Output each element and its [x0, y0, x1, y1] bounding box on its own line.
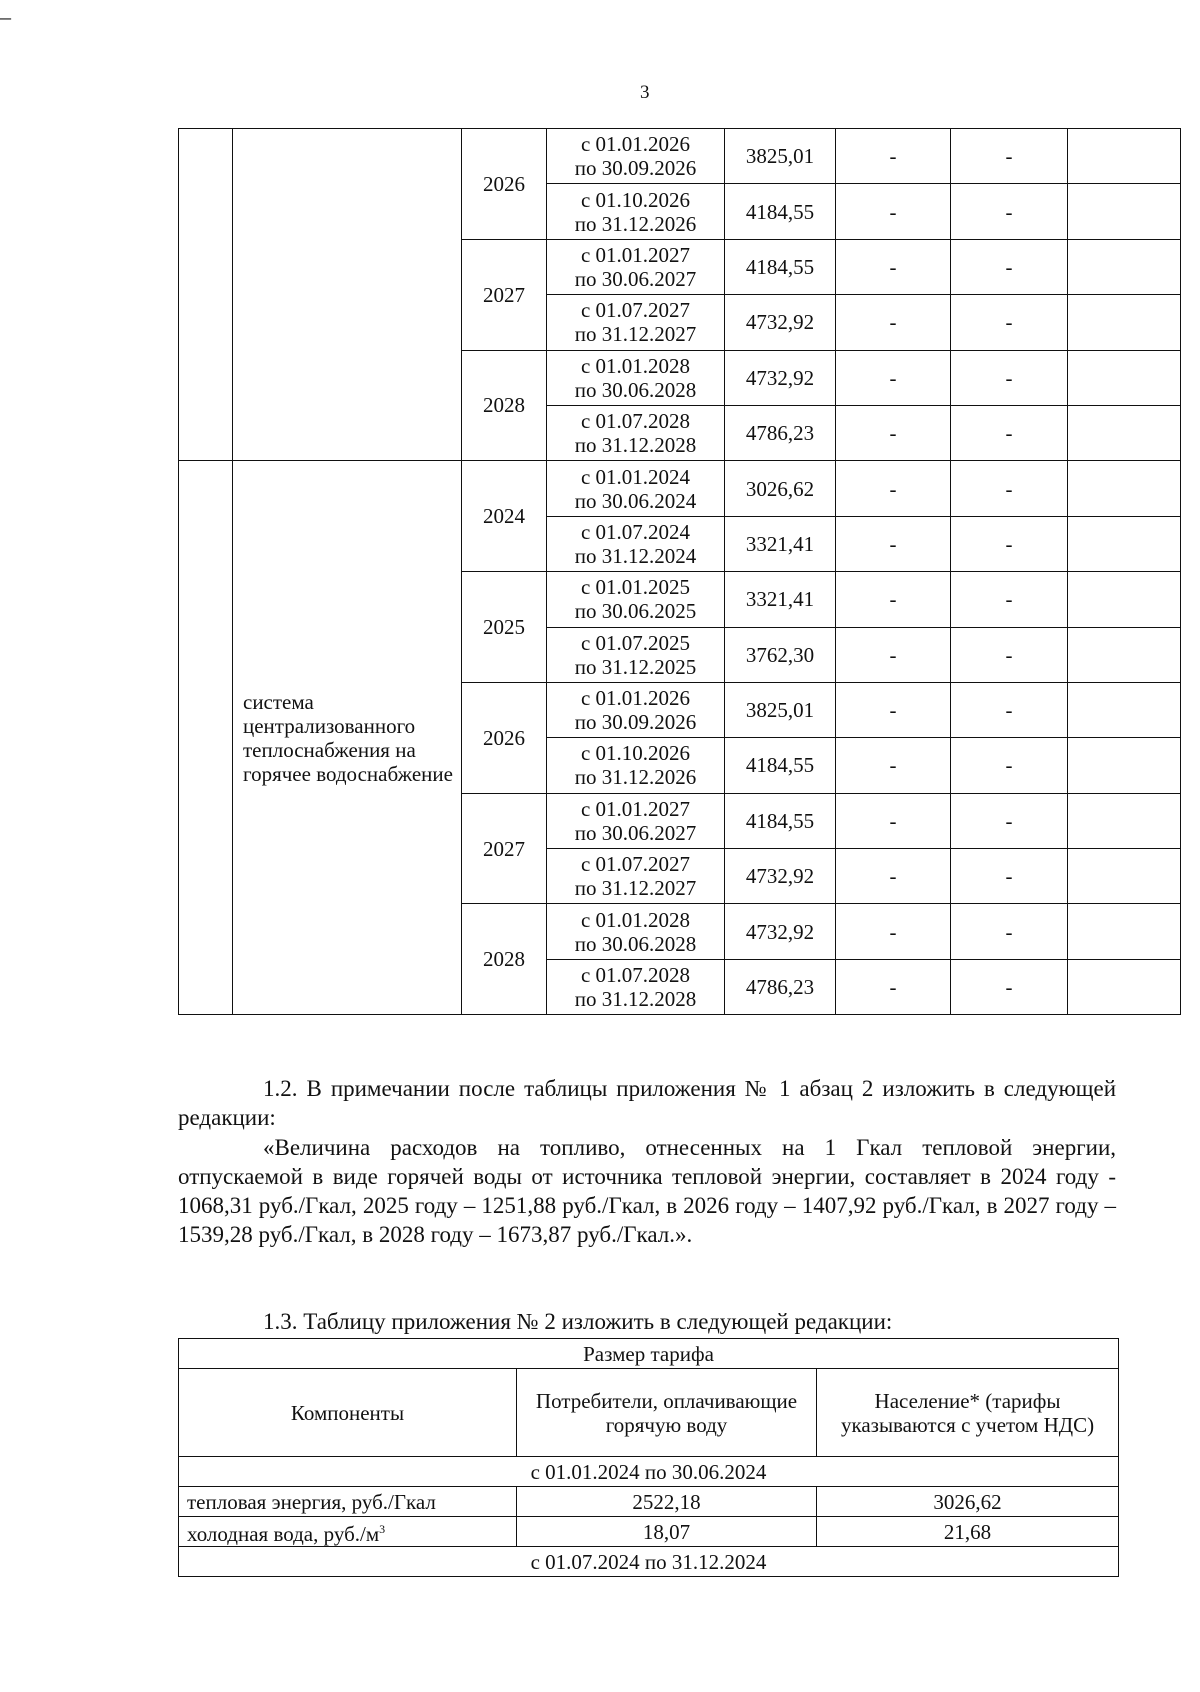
row-number-cell	[179, 461, 233, 1015]
dash-cell: -	[951, 350, 1068, 405]
tariff-value: 3825,01	[725, 129, 836, 184]
dash-cell: -	[951, 295, 1068, 350]
period-cell	[547, 738, 725, 793]
tariff-value: 4786,23	[725, 959, 836, 1014]
period-end: по 31.12.2024	[574, 543, 697, 568]
dash-cell: -	[951, 239, 1068, 294]
paragraph-1-2: 1.2. В примечании после таблицы приложения № 1 абзац 2 изложить в следующей редакции:	[178, 1076, 1116, 1130]
dash-cell: -	[836, 793, 951, 848]
period-cell	[547, 239, 725, 294]
tariff-value: 3762,30	[725, 627, 836, 682]
period-start: с 01.01.2025	[580, 575, 691, 600]
year-cell: 2026	[462, 129, 547, 240]
tariff-value: 3321,41	[725, 572, 836, 627]
tariff-value: 3321,41	[725, 516, 836, 571]
population-value: 21,68	[817, 1517, 1119, 1547]
empty-cell	[1068, 849, 1181, 904]
dash-cell: -	[951, 461, 1068, 516]
tariff-value: 3825,01	[725, 682, 836, 737]
period-end: по 31.12.2025	[574, 654, 697, 679]
corner-mark: –	[0, 4, 11, 29]
empty-cell	[1068, 184, 1181, 239]
period-end: по 30.09.2026	[574, 710, 697, 735]
tariff-value: 4732,92	[725, 295, 836, 350]
period-cell	[547, 516, 725, 571]
dash-cell: -	[836, 405, 951, 460]
tariff-value: 4732,92	[725, 350, 836, 405]
period-start: с 01.10.2026	[580, 187, 691, 212]
consumers-value: 18,07	[517, 1517, 817, 1547]
empty-cell	[1068, 959, 1181, 1014]
period-end: по 30.06.2025	[574, 599, 697, 624]
consumers-value: 2522,18	[517, 1487, 817, 1517]
component-name: холодная вода, $руб./м^3$	[179, 1517, 517, 1547]
page-number: 3	[640, 82, 650, 103]
tariff-row	[179, 129, 1181, 184]
dash-cell: -	[836, 682, 951, 737]
period-end: по 31.12.2028	[574, 433, 697, 458]
period-start: с 01.01.2026	[580, 686, 691, 711]
dash-cell: -	[836, 627, 951, 682]
dash-cell: -	[836, 239, 951, 294]
period-start: с 01.07.2027	[580, 298, 691, 323]
period-row: с 01.07.2024 по 31.12.2024	[179, 1547, 1119, 1577]
period-end: по 30.06.2027	[574, 266, 697, 291]
period-start: с 01.07.2027	[580, 852, 691, 877]
period-cell	[547, 682, 725, 737]
dash-cell: -	[836, 184, 951, 239]
tariff-value: 4184,55	[725, 738, 836, 793]
population-value: 3026,62	[817, 1487, 1119, 1517]
period-end: по 31.12.2026	[574, 211, 697, 236]
empty-cell	[1068, 350, 1181, 405]
period-end: по 30.06.2027	[574, 820, 697, 845]
dash-cell: -	[951, 516, 1068, 571]
period-row: с 01.01.2024 по 30.06.2024	[179, 1457, 1119, 1487]
paragraph-quote: «Величина расходов на топливо, отнесенных на 1 Гкал тепловой энергии, отпускаемой в виде горячей воды от источника тепловой энергии, составляет в 2024 году - 1068,31 руб./Гкал, 2025 году – 1251,88 руб./Гкал, в 2026 году – 1407,92 руб./Гкал, в 2027 году – 1539,28 руб./Гкал, в 2028 году – 1673,87 руб./Гкал.».	[178, 1135, 1116, 1247]
period-end: по 30.06.2024	[574, 488, 697, 513]
period-start: с 01.07.2025	[580, 630, 691, 655]
tariff-value: 4786,23	[725, 405, 836, 460]
period-end: по 31.12.2027	[574, 322, 697, 347]
dash-cell: -	[836, 959, 951, 1014]
year-cell: 2027	[462, 793, 547, 904]
period-cell	[547, 904, 725, 959]
dash-cell: -	[951, 129, 1068, 184]
dash-cell: -	[951, 793, 1068, 848]
system-label	[233, 129, 462, 461]
period-start: с 01.07.2028	[580, 409, 691, 434]
period-start: с 01.07.2028	[580, 963, 691, 988]
tariff-value: 3026,62	[725, 461, 836, 516]
dash-cell: -	[951, 572, 1068, 627]
dash-cell: -	[951, 738, 1068, 793]
dash-cell: -	[951, 627, 1068, 682]
dash-cell: -	[836, 849, 951, 904]
year-cell: 2026	[462, 682, 547, 793]
year-cell: 2028	[462, 904, 547, 1015]
period-cell	[547, 627, 725, 682]
period-cell	[547, 461, 725, 516]
empty-cell	[1068, 627, 1181, 682]
empty-cell	[1068, 516, 1181, 571]
year-cell: 2027	[462, 239, 547, 350]
period-cell	[547, 295, 725, 350]
dash-cell: -	[836, 738, 951, 793]
empty-cell	[1068, 129, 1181, 184]
period-end: по 31.12.2027	[574, 876, 697, 901]
tariff-table	[178, 128, 1181, 1015]
period-start: с 01.01.2026	[580, 132, 691, 157]
period-cell	[547, 405, 725, 460]
period-end: по 31.12.2026	[574, 765, 697, 790]
empty-cell	[1068, 682, 1181, 737]
period-cell	[547, 959, 725, 1014]
tariff-value: 4184,55	[725, 239, 836, 294]
period-cell	[547, 849, 725, 904]
period-start: с 01.01.2027	[580, 242, 691, 267]
dash-cell: -	[836, 295, 951, 350]
period-start: с 01.01.2028	[580, 907, 691, 932]
dash-cell: -	[836, 572, 951, 627]
period-end: по 30.06.2028	[574, 377, 697, 402]
tariff-row	[179, 461, 1181, 516]
header-consumers: Потребители, оплачивающие горячую воду	[517, 1369, 817, 1457]
period-end: по 31.12.2028	[574, 987, 697, 1012]
year-cell: 2024	[462, 461, 547, 572]
row-number-cell	[179, 129, 233, 461]
system-label: система централизованного теплоснабжения на горячее водоснабжение	[233, 461, 462, 1015]
dash-cell: -	[836, 461, 951, 516]
paragraph-1-3: 1.3. Таблицу приложения № 2 изложить в следующей редакции:	[263, 1309, 893, 1334]
empty-cell	[1068, 461, 1181, 516]
dash-cell: -	[836, 129, 951, 184]
tariff-value: 4732,92	[725, 904, 836, 959]
period-end: по 30.09.2026	[574, 156, 697, 181]
header-population: Население* (тарифы указываются с учетом НДС)	[817, 1369, 1119, 1457]
period-cell	[547, 350, 725, 405]
empty-cell	[1068, 793, 1181, 848]
empty-cell	[1068, 239, 1181, 294]
period-end: по 30.06.2028	[574, 931, 697, 956]
tariff-size-title: Размер тарифа	[179, 1339, 1119, 1369]
empty-cell	[1068, 295, 1181, 350]
dash-cell: -	[951, 405, 1068, 460]
period-cell	[547, 793, 725, 848]
empty-cell	[1068, 738, 1181, 793]
empty-cell	[1068, 904, 1181, 959]
component-name: тепловая энергия, руб./Гкал	[179, 1487, 517, 1517]
dash-cell: -	[836, 516, 951, 571]
dash-cell: -	[951, 682, 1068, 737]
tariff-value: 4184,55	[725, 184, 836, 239]
period-cell	[547, 184, 725, 239]
dash-cell: -	[836, 350, 951, 405]
dash-cell: -	[951, 184, 1068, 239]
period-start: с 01.01.2028	[580, 353, 691, 378]
tariff-value: 4732,92	[725, 849, 836, 904]
empty-cell	[1068, 405, 1181, 460]
component-table	[178, 1338, 1119, 1577]
year-cell: 2028	[462, 350, 547, 461]
superscript: 3	[379, 1522, 386, 1536]
header-components: Компоненты	[179, 1369, 517, 1457]
period-start: с 01.01.2027	[580, 796, 691, 821]
empty-cell	[1068, 572, 1181, 627]
period-start: с 01.07.2024	[580, 519, 691, 544]
period-start: с 01.10.2026	[580, 741, 691, 766]
period-start: с 01.01.2024	[580, 464, 691, 489]
period-cell	[547, 129, 725, 184]
period-cell	[547, 572, 725, 627]
dash-cell: -	[951, 959, 1068, 1014]
dash-cell: -	[951, 904, 1068, 959]
tariff-value: 4184,55	[725, 793, 836, 848]
year-cell: 2025	[462, 572, 547, 683]
dash-cell: -	[951, 849, 1068, 904]
dash-cell: -	[836, 904, 951, 959]
